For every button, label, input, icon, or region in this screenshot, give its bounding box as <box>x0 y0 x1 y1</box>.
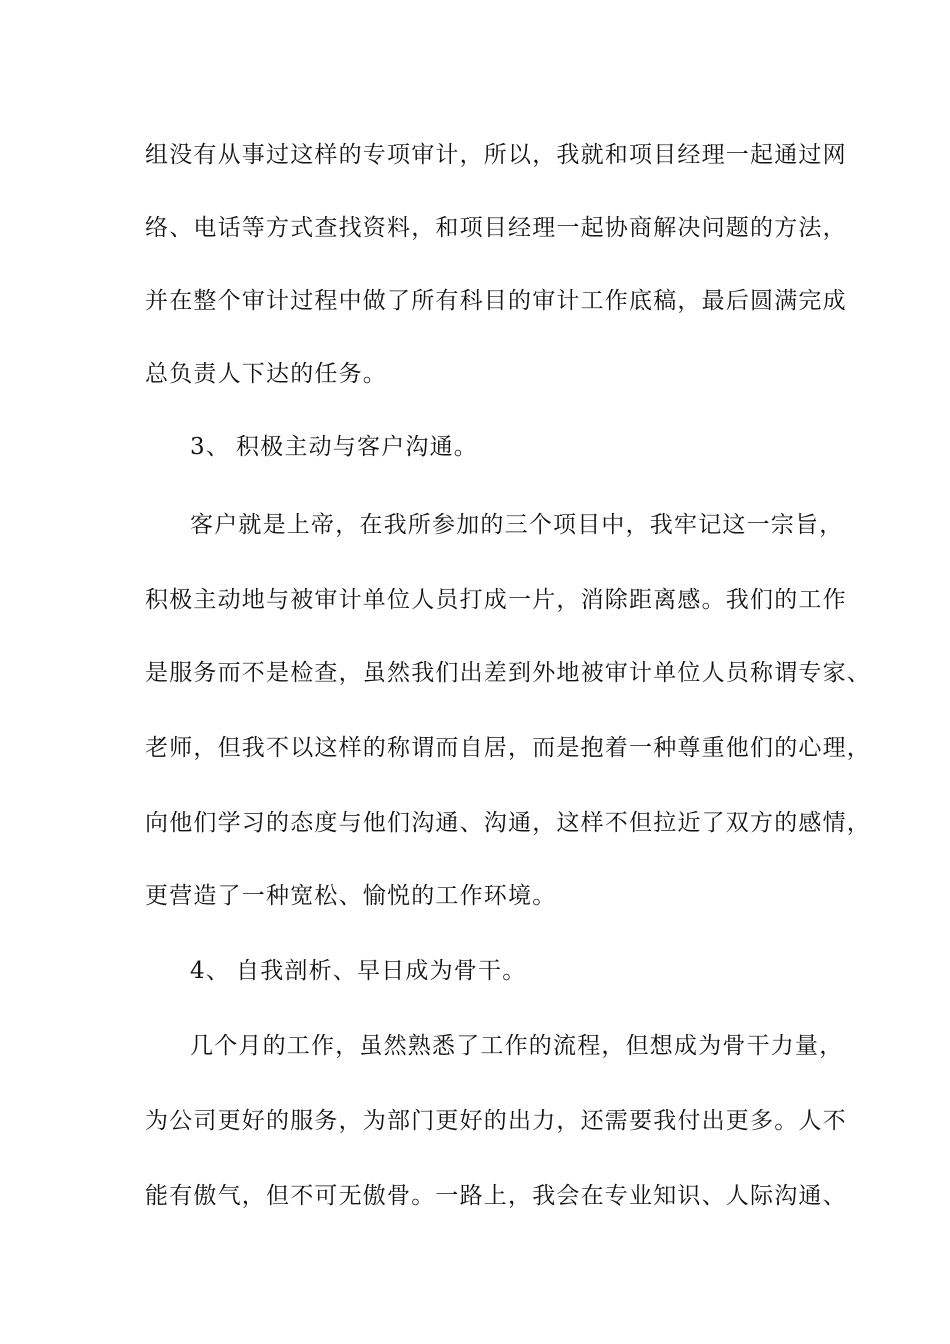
paragraph-line: 总负责人下达的任务。 <box>145 361 387 387</box>
paragraph-line: 并在整个审计过程中做了所有科目的审计工作底稿，最后圆满完成 <box>145 288 847 314</box>
section-number: 4、 <box>190 958 231 984</box>
paragraph-line: 组没有从事过这样的专项审计，所以，我就和项目经理一起通过网 <box>145 142 847 168</box>
paragraph-line: 为公司更好的服务，为部门更好的出力，还需要我付出更多。人不 <box>145 1108 847 1134</box>
section-heading-3 <box>190 432 478 462</box>
section-title: 积极主动与客户沟通。 <box>236 434 478 460</box>
paragraph-line: 是服务而不是检查，虽然我们出差到外地被审计单位人员称谓专家、 <box>145 660 871 686</box>
paragraph-line: 积极主动地与被审计单位人员打成一片，消除距离感。我们的工作 <box>145 587 847 613</box>
paragraph-line: 向他们学习的态度与他们沟通、沟通，这样不但拉近了双方的感情， <box>145 810 871 836</box>
paragraph-line: 客户就是上帝，在我所参加的三个项目中，我牢记这一宗旨， <box>190 512 844 538</box>
paragraph-line: 老师，但我不以这样的称谓而自居，而是抱着一种尊重他们的心理， <box>145 735 871 761</box>
section-heading-4 <box>190 956 526 986</box>
paragraph-line: 络、电话等方式查找资料，和项目经理一起协商解决问题的方法， <box>145 215 847 241</box>
paragraph-line: 更营造了一种宽松、愉悦的工作环境。 <box>145 883 557 909</box>
section-title: 自我剖析、早日成为骨干。 <box>236 958 527 984</box>
section-number: 3、 <box>190 434 231 460</box>
paragraph-line: 几个月的工作，虽然熟悉了工作的流程，但想成为骨干力量， <box>190 1033 844 1059</box>
paragraph-line: 能有傲气，但不可无傲骨。一路上，我会在专业知识、人际沟通、 <box>145 1183 847 1209</box>
